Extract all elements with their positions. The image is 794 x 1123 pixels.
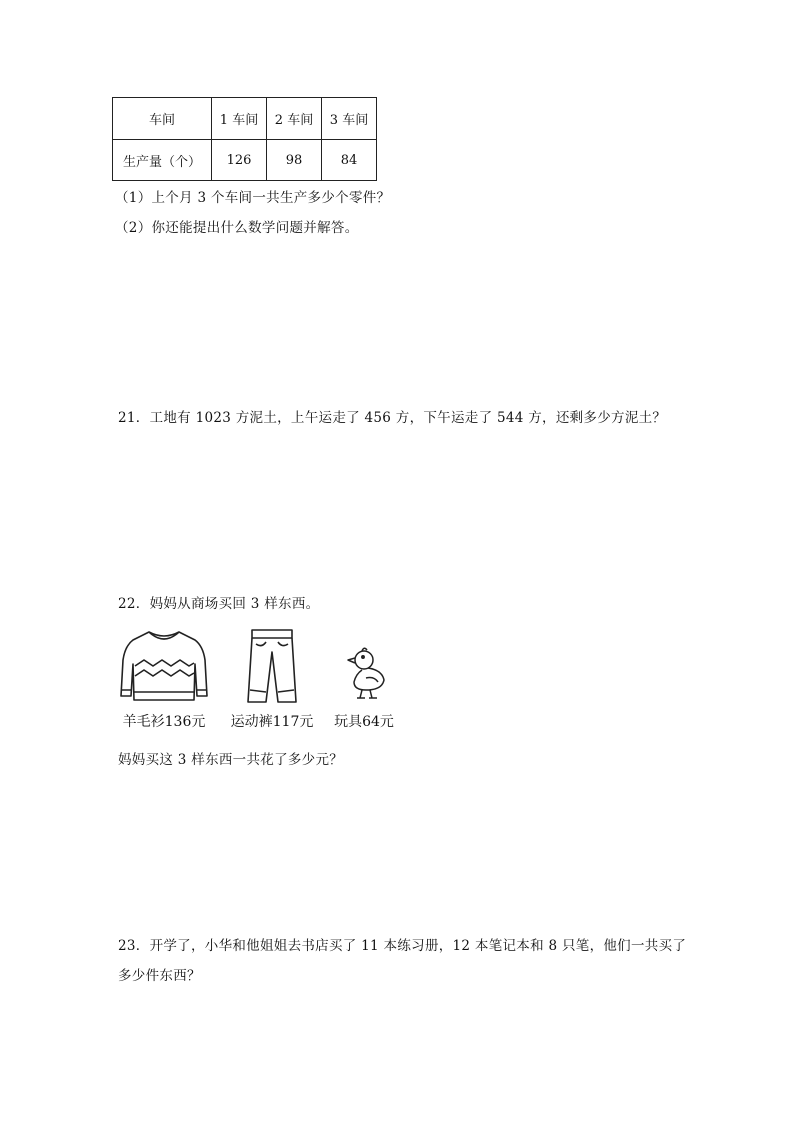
table-cell: 126 — [212, 140, 267, 181]
sweater-icon — [119, 626, 209, 706]
table-row — [113, 140, 377, 181]
table-cell: 84 — [322, 140, 377, 181]
q23-line2: 多少件东西？ — [118, 968, 201, 984]
item-duck-toy — [328, 626, 400, 732]
q22-intro: 22．妈妈从商场买回 3 样东西。 — [118, 596, 320, 612]
q20-sub2: （2）你还能提出什么数学问题并解答。 — [115, 220, 359, 236]
production-table — [112, 97, 377, 181]
item-pants — [224, 626, 320, 732]
q23-line1: 23．开学了，小华和他姐姐去书店买了 11 本练习册，12 本笔记本和 8 只笔，他们一共买了 — [118, 938, 687, 954]
item-caption: 玩具64元 — [334, 714, 394, 730]
table-cell: 98 — [267, 140, 322, 181]
table-header-cell: 车间 — [113, 98, 212, 140]
table-header-cell: 1 车间 — [212, 98, 267, 140]
table-header-row — [113, 98, 377, 140]
item-sweater — [114, 626, 214, 732]
pants-icon — [242, 626, 302, 706]
q22-question: 妈妈买这 3 样东西一共花了多少元？ — [118, 752, 344, 768]
item-caption: 运动裤117元 — [230, 714, 314, 730]
item-caption: 羊毛衫136元 — [122, 714, 206, 730]
q20-sub1: （1）上个月 3 个车间一共生产多少个零件？ — [115, 190, 391, 206]
duck-toy-icon — [338, 626, 390, 706]
table-row-label: 生产量（个） — [113, 140, 212, 181]
table-header-cell: 3 车间 — [322, 98, 377, 140]
q21-text: 21．工地有 1023 方泥土，上午运走了 456 方，下午运走了 544 方，还剩多少方泥土？ — [118, 410, 667, 426]
table-header-cell: 2 车间 — [267, 98, 322, 140]
